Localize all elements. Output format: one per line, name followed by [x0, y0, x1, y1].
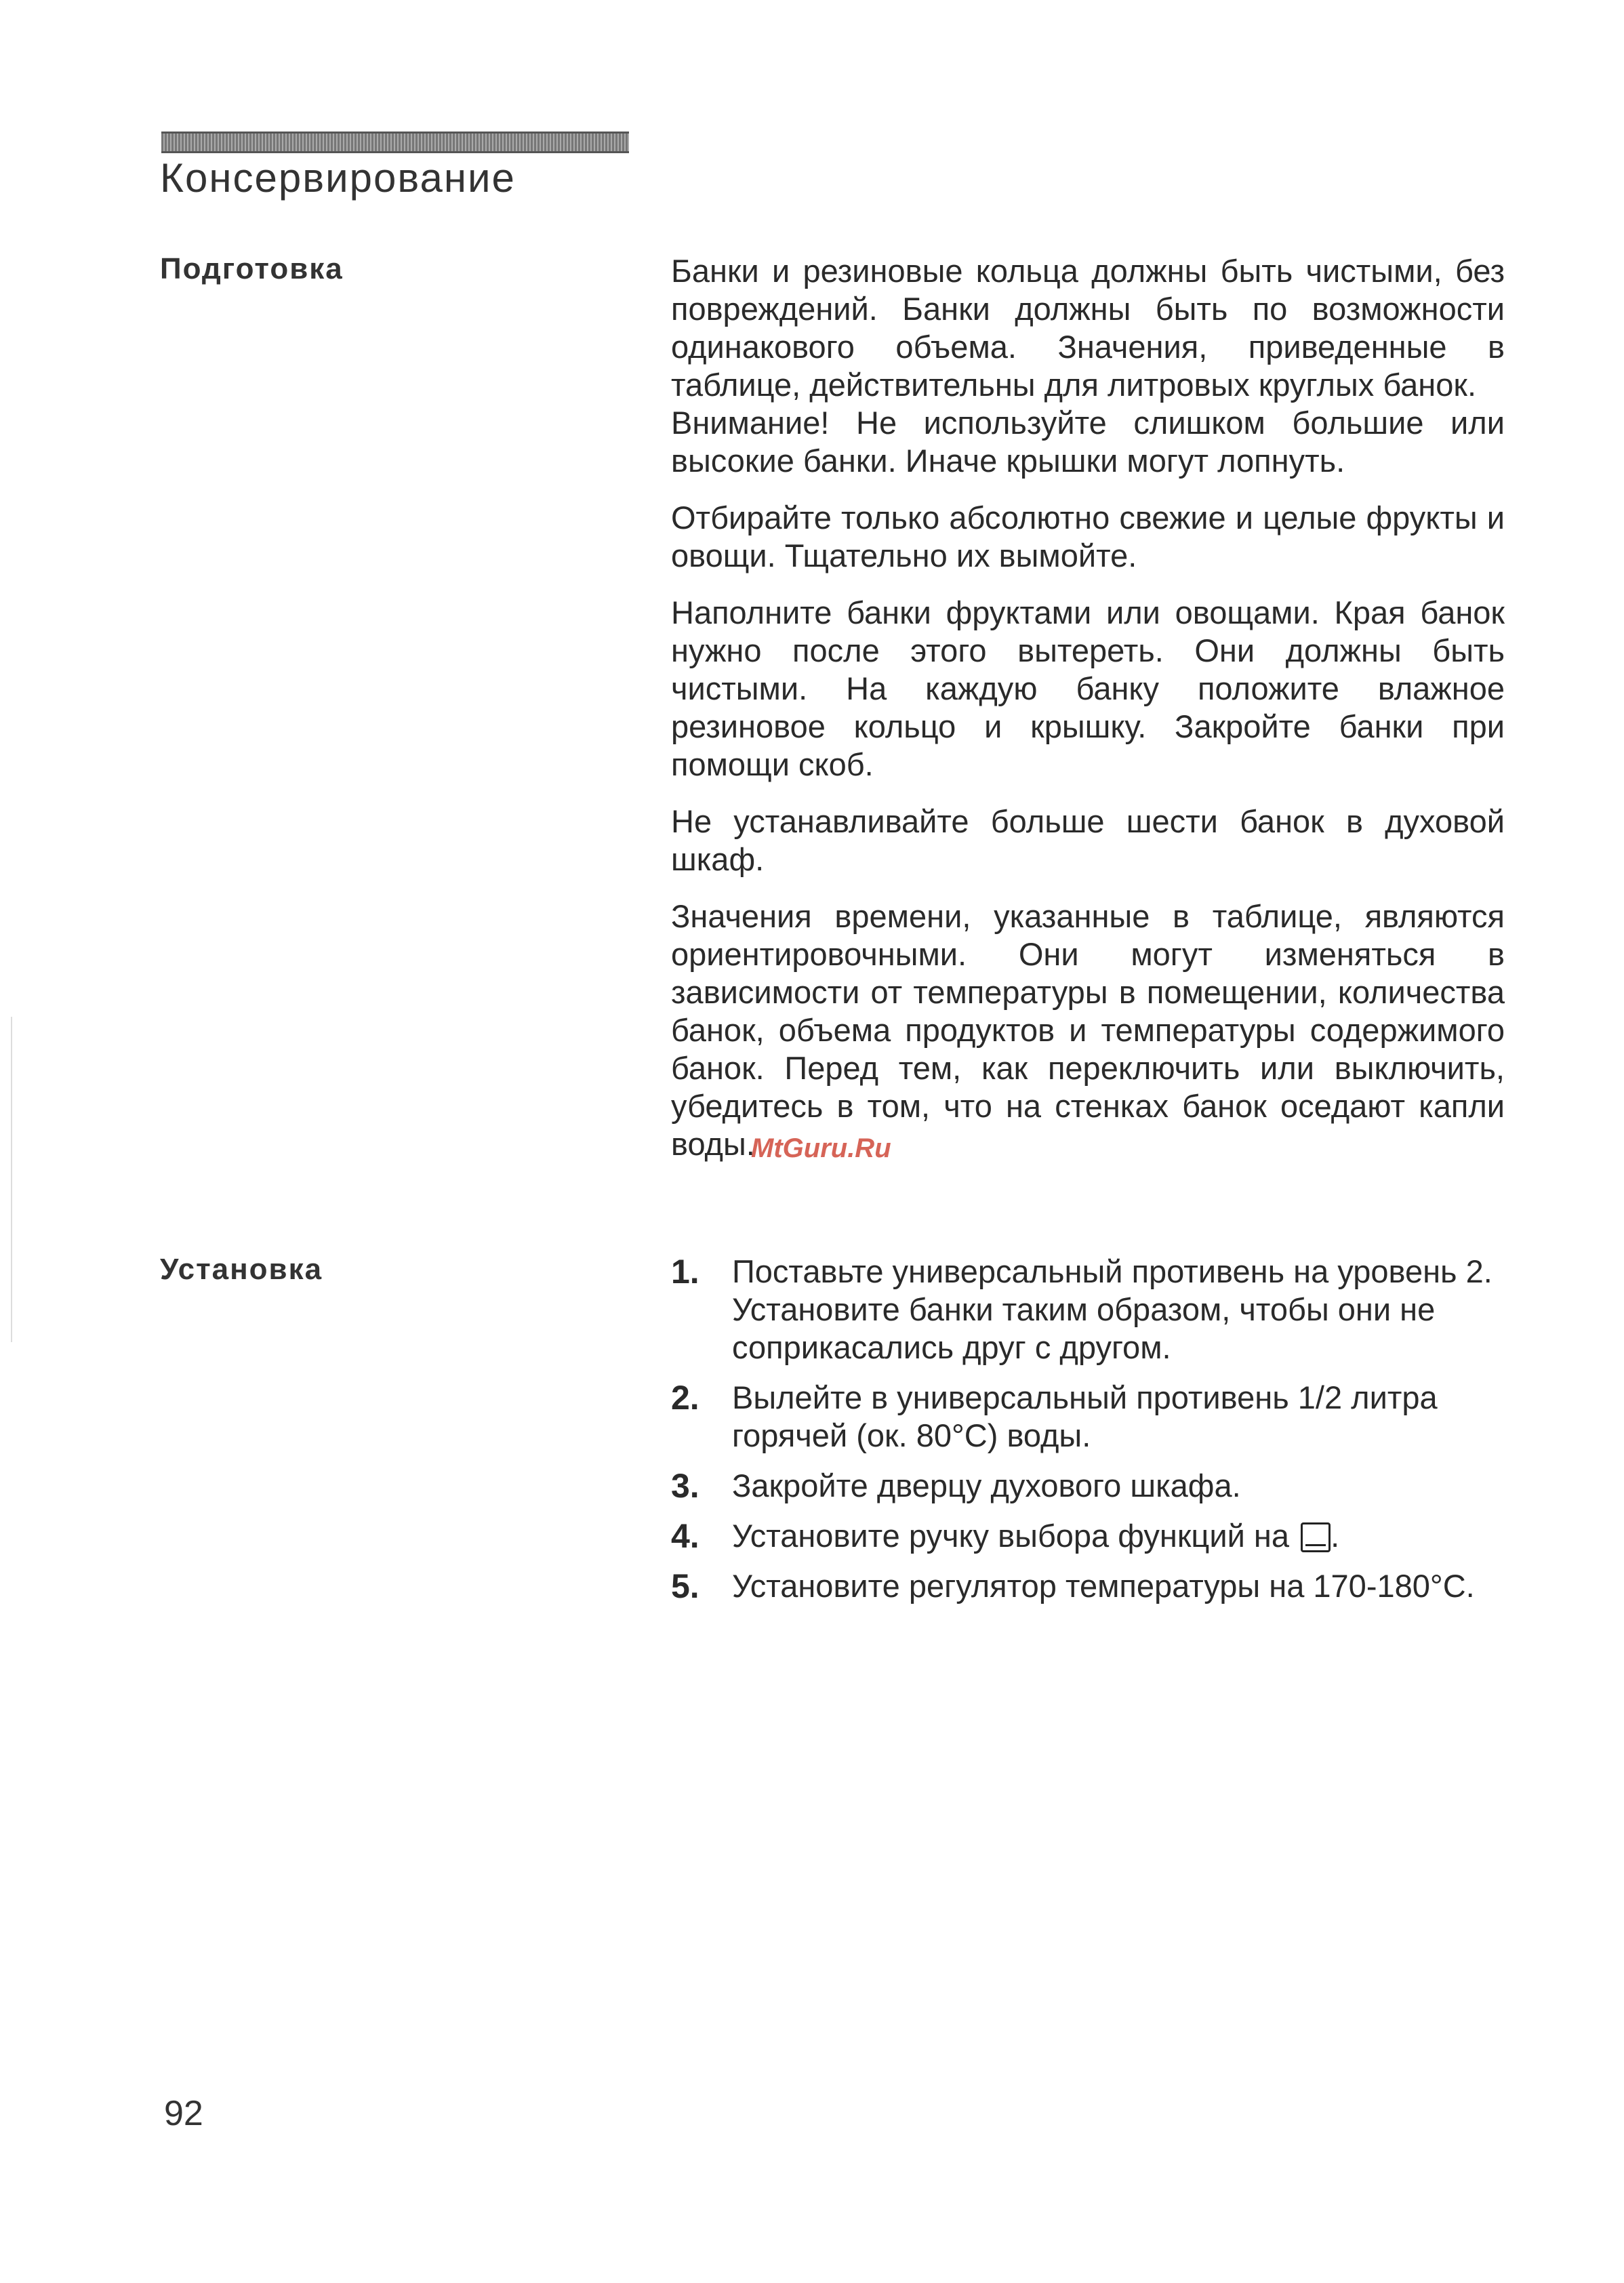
preparation-paragraph-3: Отбирайте только абсолютно свежие и целые фрукты и овощи. Тщательно их вымойте.	[671, 500, 1505, 573]
step-text: Вылейте в универсальный противень 1/2 литра горячей (ок. 80°С) воды.	[732, 1379, 1438, 1453]
preparation-paragraph-1: Банки и резиновые кольца должны быть чистыми, без повреждений. Банки должны быть по возможности одинакового объема. Значения, приведенные в таблице, действительны для литровых круглых банок.	[671, 253, 1505, 403]
oven-bottom-heat-icon	[1301, 1522, 1331, 1552]
preparation-paragraph-4: Наполните банки фруктами или овощами. Края банок нужно после этого вытереть. Они должны быть чистыми. На каждую банку положите влажное резиновое кольцо и крышку. Закройте банки при помощи скоб.	[671, 594, 1505, 782]
step-number: 4.	[671, 1517, 699, 1555]
preparation-body	[671, 252, 1505, 1182]
step-item	[671, 1379, 1505, 1455]
section-title: Консервирование	[160, 155, 516, 201]
preparation-paragraph-6: Значения времени, указанные в таблице, являются ориентировочными. Они могут изменяться в зависимости от температуры в помещении, количества банок, объема продуктов и температуры содержимого банок. Перед тем, как переключить или выключить, убедитесь в том, что на стенках банок оседают капли воды.	[671, 898, 1505, 1162]
step-number: 1.	[671, 1253, 699, 1291]
page-number: 92	[164, 2094, 203, 2133]
section-title-bar	[161, 132, 629, 153]
step-text: Закройте дверцу духового шкафа.	[732, 1468, 1241, 1503]
preparation-paragraph-5: Не устанавливайте больше шести банок в духовой шкаф.	[671, 803, 1505, 877]
preparation-heading: Подготовка	[160, 252, 344, 285]
step-item	[671, 1517, 1505, 1555]
step-number: 5.	[671, 1567, 699, 1605]
step-item	[671, 1567, 1505, 1605]
watermark: MtGuru.Ru	[751, 1133, 891, 1163]
scan-margin-line	[11, 1017, 12, 1342]
preparation-paragraph-2: Внимание! Не используйте слишком большие или высокие банки. Иначе крышки могут лопнуть.	[671, 405, 1505, 479]
step-item	[671, 1467, 1505, 1505]
step-text: Установите ручку выбора функций на	[732, 1518, 1289, 1554]
step-item	[671, 1253, 1505, 1367]
installation-heading: Установка	[160, 1253, 323, 1286]
step-suffix: .	[1331, 1518, 1340, 1554]
step-text: Поставьте универсальный противень на уровень 2. Установите банки таким образом, чтобы они не соприкасались друг с другом.	[732, 1253, 1493, 1365]
step-text: Установите регулятор температуры на 170-180°С.	[732, 1568, 1475, 1604]
installation-steps	[671, 1253, 1505, 1617]
step-number: 3.	[671, 1467, 699, 1505]
step-number: 2.	[671, 1379, 699, 1417]
